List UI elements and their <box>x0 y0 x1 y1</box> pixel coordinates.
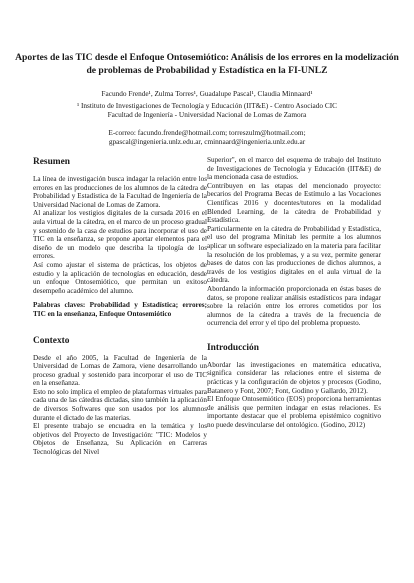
body-paragraph: Superior", en el marco del esquema de trabajo del Instituto de Investigaciones de Tecnología y Educación (IIT&E) de la mencionada casa de estudios. <box>207 156 381 182</box>
keywords: Palabras claves: Probabilidad y Estadística; errores; TIC en la enseñanza, Enfoque Ontosemiótico <box>33 301 207 318</box>
email-line: gpascal@ingenieria.unlz.edu.ar, cminnaard@ingenieria.unlz.edu.ar <box>108 137 306 147</box>
right-column <box>207 156 381 430</box>
author-list: Facundo Frende¹, Zulma Torres¹, Guadalupe Pascal¹, Claudia Minnaard¹ <box>101 89 313 98</box>
contact-emails <box>20 128 394 147</box>
affiliation-line: Facultad de Ingeniería - Universidad Nacional de Lomas de Zamora <box>107 110 307 120</box>
body-paragraph: El Enfoque Ontosemiótico (EOS) proporciona herramientas de análisis que permiten indagar en estas relaciones. Es importante destacar que el problema epistémico cognitivo no puede desvincularse del ontológico. (Godino, 2012) <box>207 395 381 430</box>
body-paragraph: Desde el año 2005, la Facultad de Ingeniería de la Universidad de Lomas de Zamora, viene desarrollando un proceso gradual y sostenido para incorporar el uso de TIC en la enseñanza. <box>33 353 207 388</box>
body-paragraph: Particularmente en la cátedra de Probabilidad y Estadística, el uso del programa Minitab les permite a los alumnos aplicar un software especializado en la materia para facilitar la resolución de los problemas, y a su vez, permite generar bases de datos con las producciones de dichos alumnos, a través de los vestigios digitales en el aula virtual de la cátedra. <box>207 224 381 285</box>
body-paragraph: Contribuyen en las etapas del mencionado proyecto: becarios del Programa Becas de Estímulo a las Vocaciones Científicas 2016 y docentes/tutores en la modalidad Blended Learning, de la cátedra de Probabilidad y Estadística. <box>207 181 381 225</box>
abstract-paragraph: La línea de investigación busca indagar la relación entre los errores en las producciones de los alumnos de la cátedra de Probabilidad y Estadística de la Facultad de Ingeniería de la Universidad Nacional de Lomas de Zamora. <box>33 175 207 209</box>
section-heading-contexto: Contexto <box>33 335 70 346</box>
affiliation <box>20 101 394 120</box>
abstract-paragraph: Así como ajustar el sistema de prácticas, los objetos de estudio y la aplicación de tecnologías en educación, desde un enfoque Ontosemiótico, que permitan un exitoso desempeño académico del alumno. <box>33 260 207 295</box>
body-paragraph: El presente trabajo se encuadra en la temática y los objetivos del Proyecto de Investigación: "TIC: Modelos y Objetos de Enseñanza, Su Aplicación en Carreras Tecnológicas del Nivel <box>33 422 207 457</box>
body-paragraph: Abordar las investigaciones en matemática educativa, significa considerar las relaciones entre el sistema de prácticas y la configuración de objetos y procesos (Godino, Batanero y Font, 2007; Font, Godino y Gallardo, 2012). <box>207 360 381 395</box>
section-heading-introduccion: Introducción <box>207 342 259 353</box>
affiliation-line: ¹ Instituto de Investigaciones de Tecnología y Educación (IIT&E) - Centro Asociado CIC <box>76 101 338 110</box>
email-line: E-correo: facundo.frende@hotmail.com; torreszulm@hotmail.com; <box>108 128 306 137</box>
body-paragraph: Esto no solo implica el empleo de plataformas virtuales para cada una de las cátedras dictadas, sino también la aplicación de diversos Softwares que son usados por los alumnos durante el dictado de las materias. <box>33 387 207 422</box>
body-paragraph: Abordando la información proporcionada en éstas bases de datos, se propone realizar análisis estadísticos para indagar sobre la relación entre los errores cometidos por los alumnos de la cátedra a través de la frecuencia de ocurrencia del error y el tipo del problema propuesto. <box>207 284 381 328</box>
section-heading-resumen: Resumen <box>33 157 70 167</box>
paper-title: Aportes de las TIC desde el Enfoque Ontosemiótico: Análisis de los errores en la modelización de problemas de Probabilidad y Estadística en la FI-UNLZ <box>15 52 399 76</box>
left-column <box>33 156 207 457</box>
abstract-paragraph: Al analizar los vestigios digitales de la cursada 2016 en el aula virtual de la cátedra, en el marco de un proceso gradual y sostenido de la casa de estudios para incorporar el uso de TIC en la enseñanza, se propone aportar elementos para el diseño de un modelo que describa la tipología de los errores. <box>33 209 207 261</box>
